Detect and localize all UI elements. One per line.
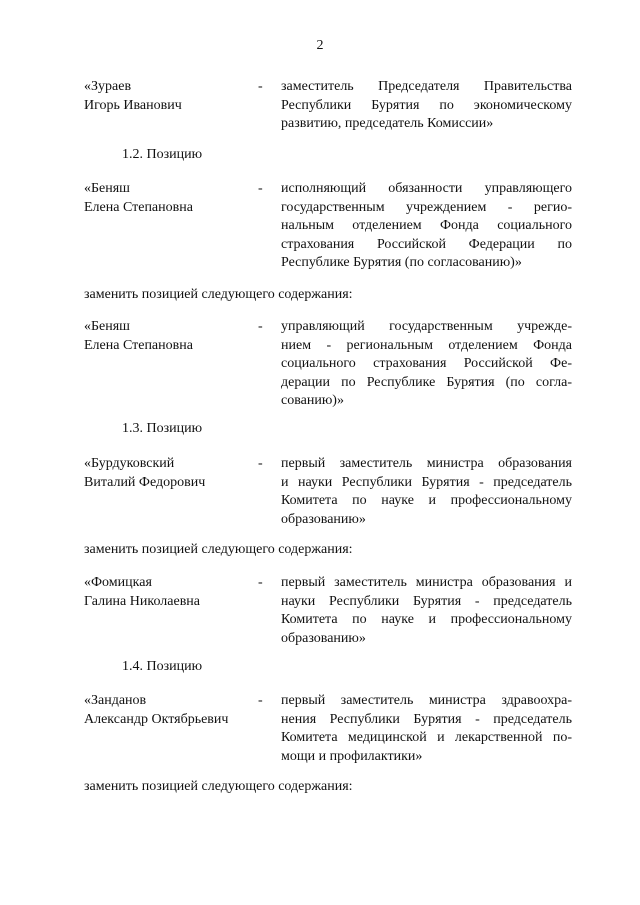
- entry-name: «Зураев Игорь Иванович: [84, 79, 182, 113]
- entry-description: исполняющий обязанности управляющего государственным учреждением - регио- нальным отделением Фонда социального страхования Российской Федерации по Республике Бурятия (по согласованию)»: [281, 181, 572, 271]
- entry-name: «Беняш Елена Степановна: [84, 319, 193, 353]
- replace-phrase: заменить позицией следующего содержания:: [84, 779, 353, 794]
- entry-dash: -: [258, 575, 263, 590]
- entry-dash: -: [258, 79, 263, 94]
- entry-name: «Занданов Александр Октябрьевич: [84, 693, 229, 727]
- entry-description: первый заместитель министра здравоохра- нения Республики Бурятия - председатель Комитета медицинской и лекарственной по- мощи и профилактики»: [281, 693, 572, 764]
- entry-description: заместитель Председателя Правительства Республики Бурятия по экономическому развитию, председатель Комиссии»: [281, 79, 572, 132]
- replace-phrase: заменить позицией следующего содержания:: [84, 542, 353, 557]
- page-number: 2: [316, 38, 324, 53]
- entry-dash: -: [258, 693, 263, 708]
- entry-dash: -: [258, 456, 263, 471]
- entry-name: «Беняш Елена Степановна: [84, 181, 193, 215]
- entry-description: первый заместитель министра образования и науки Республики Бурятия - председатель Комитета по науке и профессиональному образованию»: [281, 456, 572, 527]
- entry-description: управляющий государственным учрежде- нием - региональным отделением Фонда социального страхования Российской Фе- дерации по Республике Бурятия (по согла- сованию)»: [281, 319, 572, 409]
- replace-phrase: заменить позицией следующего содержания:: [84, 287, 353, 302]
- entry-dash: -: [258, 181, 263, 196]
- position-heading: 1.2. Позицию: [122, 147, 203, 162]
- entry-dash: -: [258, 319, 263, 334]
- position-heading: 1.4. Позицию: [122, 659, 203, 674]
- entry-description: первый заместитель министра образования и науки Республики Бурятия - председатель Комитета по науке и профессиональному образованию»: [281, 575, 572, 646]
- position-heading: 1.3. Позицию: [122, 421, 203, 436]
- entry-name: «Бурдуковский Виталий Федорович: [84, 456, 206, 490]
- entry-name: «Фомицкая Галина Николаевна: [84, 575, 201, 609]
